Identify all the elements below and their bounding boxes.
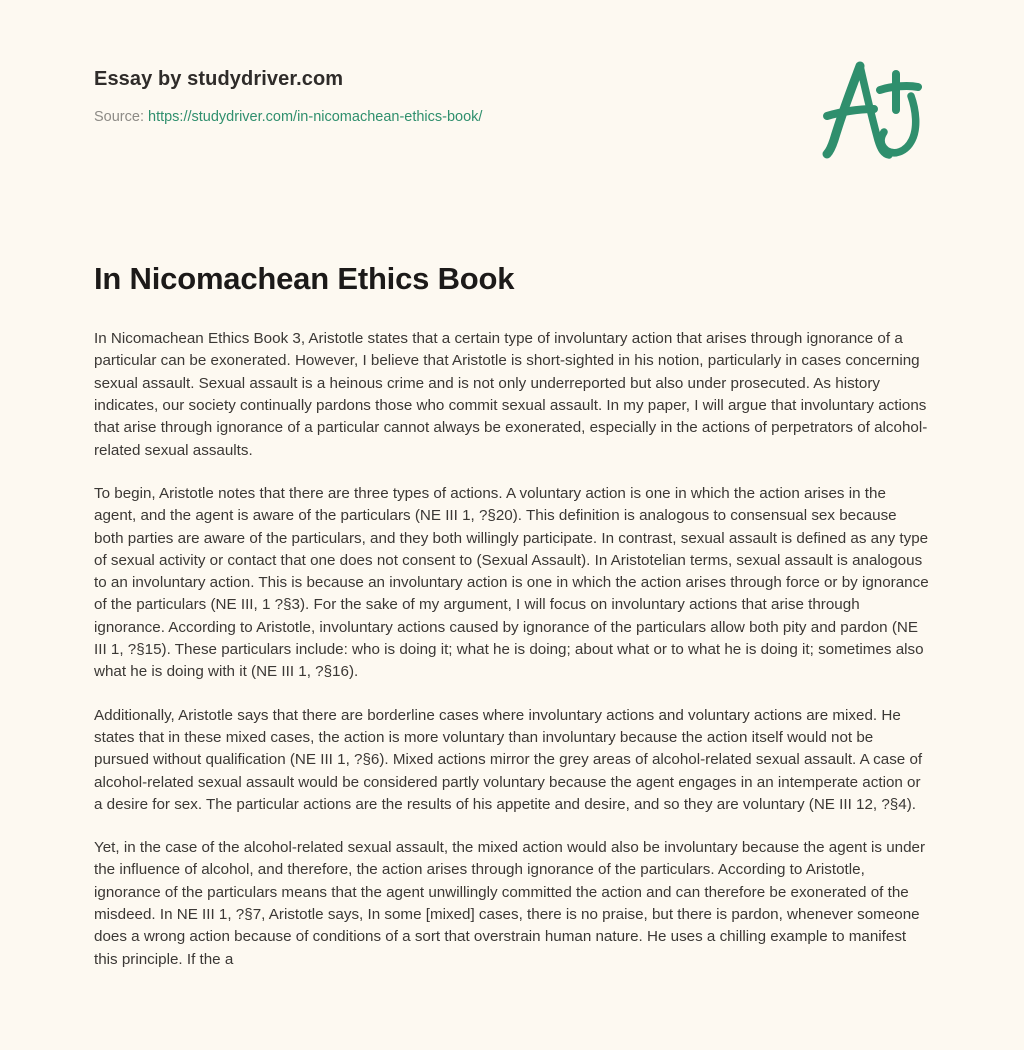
- body-paragraph: To begin, Aristotle notes that there are three types of actions. A voluntary action is one in which the action arises in the agent, and the agent is aware of the particulars (NE III 1, ?§20). This definition is analogous to consensual sex because both parties are aware of the particulars, and they both willingly participate. In contrast, sexual assault is defined as any type of sexual activity or contact that one does not consent to (Sexual Assault). In Aristotelian terms, sexual assault is analogous to an involuntary action. This is because an involuntary action is one in which the action arises through force or by ignorance of the particulars (NE III, 1 ?§3). For the sake of my argument, I will focus on involuntary actions that arise through ignorance. According to Aristotle, involuntary actions caused by ignorance of the particulars allow both pity and pardon (NE III 1, ?§15). These particulars include: who is doing it; what he is doing; about what or to what he is doing it; sometimes also what he is doing with it (NE III 1, ?§16).: [94, 484, 929, 681]
- source-url-link[interactable]: https://studydriver.com/in-nicomachean-ethics-book/: [148, 109, 483, 125]
- document-header: [94, 0, 930, 180]
- body-paragraph: Yet, in the case of the alcohol-related sexual assault, the mixed action would also be involuntary because the agent is under the influence of alcohol, and therefore, the action arises through ignorance of the particulars. According to Aristotle, ignorance of the particulars means that the agent unwillingly committed the action and can therefore be exonerated of the misdeed. In NE III 1, ?§7, Aristotle says, In some [mixed] cases, there is no praise, but there is pardon, whenever someone does a wrong action because of conditions of a sort that overstrain human nature. He uses a chilling example to manifest this principle. If the a: [94, 839, 926, 968]
- article-body: [94, 297, 930, 971]
- source-prefix-label: Source:: [94, 109, 148, 125]
- a-plus-logo-icon: [810, 48, 930, 166]
- body-paragraph: Additionally, Aristotle says that there are borderline cases where involuntary actions and voluntary actions are mixed. He states that in these mixed cases, the action is more voluntary than involuntary because the action itself would not be pursued without qualification (NE III 1, ?§6). Mixed actions mirror the grey areas of alcohol-related sexual assault. A case of alcohol-related sexual assault would be considered partly voluntary because the agent engages in an intemperate action or a desire for sex. The particular actions are the results of his appetite and desire, and so they are voluntary (NE III 12, ?§4).: [94, 706, 923, 813]
- source-line: [94, 109, 930, 126]
- brand-label: Essay by studydriver.com: [94, 68, 344, 90]
- body-paragraph: In Nicomachean Ethics Book 3, Aristotle states that a certain type of involuntary action that arises through ignorance of a particular can be exonerated. However, I believe that Aristotle is short-sighted in his notion, particularly in cases concerning sexual assault. Sexual assault is a heinous crime and is not only underreported but also under prosecuted. As history indicates, our society continually pardons those who commit sexual assault. In my paper, I will argue that involuntary actions that arise through ignorance of a particular cannot always be exonerated, especially in the actions of perpetrators of alcohol-related sexual assaults.: [94, 330, 928, 459]
- page-title: In Nicomachean Ethics Book: [94, 261, 515, 296]
